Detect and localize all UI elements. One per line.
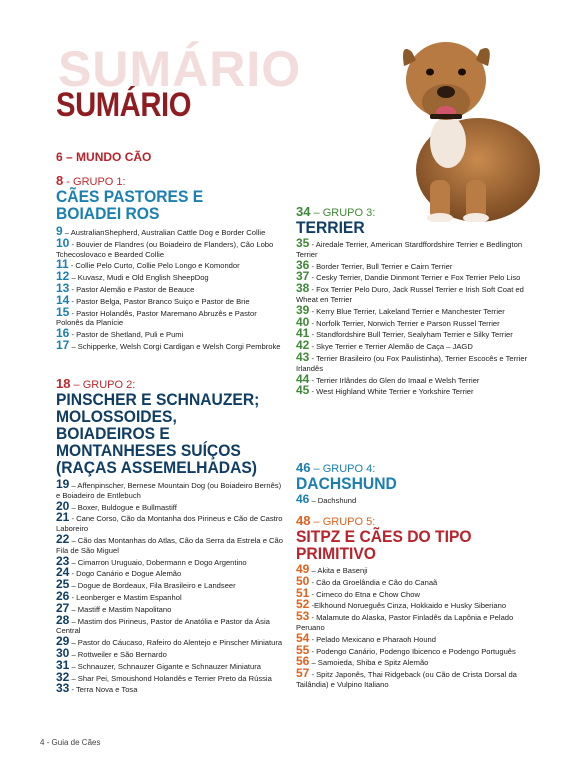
group-name-line: DACHSHUND <box>296 474 397 493</box>
page-number: 21 <box>56 510 70 525</box>
page-number: 20 <box>56 498 70 513</box>
entry-text: - Cane Corso, Cão da Montanha dos Pirineus e Cão de Castro Laboreiro <box>56 514 283 534</box>
list-item <box>56 531 284 556</box>
section-label: – MUNDO CÃO <box>62 150 152 164</box>
entry-text: - Cão da Groelândia e Cão do Canaã <box>309 577 438 587</box>
entry-text: - Terrier Irlândes do Glen do Imaal e Welsh Terrier <box>309 375 480 385</box>
page-number: 55 <box>296 642 310 657</box>
page-number: 19 <box>56 477 70 491</box>
list-item <box>296 656 532 668</box>
entry-text: - Pastor Belga, Pastor Branco Suiço e Pastor de Brie <box>69 296 250 306</box>
page-number: 8 <box>56 173 64 188</box>
list-item <box>296 573 532 588</box>
page-number: 9 <box>56 224 63 238</box>
group-name-line: MONTANHESES SUÍÇOS <box>56 441 241 460</box>
page-number: 40 <box>296 314 310 329</box>
page-number: 13 <box>56 280 70 295</box>
entry-text: – Mastim dos Pirineus, Pastor de Anatólia e Pastor da Ásia Central <box>56 616 270 636</box>
list-item <box>56 271 284 283</box>
entry-list <box>296 494 532 506</box>
list-item <box>56 567 284 579</box>
page-number: 41 <box>296 326 310 341</box>
section-grupo-3 <box>296 206 532 397</box>
page-number: 54 <box>296 630 310 645</box>
list-item <box>56 259 284 271</box>
entry-text: - Pastor Alemão e Pastor de Beauce <box>69 284 195 294</box>
entry-text: - Collie Pelo Curto, Collie Pelo Longo e Komondor <box>68 261 240 271</box>
entry-text: – Shar Pei, Smoushond Holandês e Terrier Preto da Rússia <box>69 673 272 683</box>
list-item <box>56 588 284 603</box>
list-item <box>296 494 532 506</box>
list-item <box>56 669 284 684</box>
page-number: 30 <box>56 645 70 660</box>
list-item <box>296 385 532 397</box>
list-item <box>56 280 284 295</box>
page-number: 25 <box>56 577 70 592</box>
entry-text: - Pastor de Shetland, Puli e Pumi <box>69 330 184 340</box>
entry-text: - Fox Terrier Pelo Duro, Jack Russel Terrier e Irish Soft Coat ed Wheat en Terrier <box>296 285 524 304</box>
list-item <box>296 371 532 386</box>
group-name-line: MOLOSSOIDES, <box>56 407 177 426</box>
entry-text: – Samoieda, Shiba e Spitz Alemão <box>309 658 429 668</box>
page-number: 45 <box>296 383 310 398</box>
page-number: 44 <box>296 371 310 386</box>
list-item <box>296 630 532 645</box>
list-item <box>56 636 284 648</box>
entry-text: - Skye Terrier e Terrier Alemão de Caça – JAGD <box>309 342 473 352</box>
entry-text: - Bouvier de Flandres (ou Boiadeiro de Flanders), Cão Lobo Tchecoslovaco e Bearded Collie <box>56 239 274 259</box>
entry-text: – Rottweiler e São Bernardo <box>69 649 167 659</box>
entry-list <box>296 564 532 690</box>
list-item <box>56 600 284 615</box>
list-item <box>296 328 532 340</box>
page-number: 43 <box>296 349 310 364</box>
entry-text: – Akita e Basenji <box>309 566 368 575</box>
page-number: 46 <box>296 460 311 475</box>
page-number: 37 <box>296 269 310 284</box>
entry-text: – Kuvasz, Mudi e Old English SheepDog <box>69 273 209 283</box>
group-name-line: SITPZ E CÃES DO TIPO <box>296 527 472 546</box>
list-item <box>56 235 284 260</box>
section-grupo-4 <box>296 462 532 506</box>
page-number: 11 <box>56 257 69 272</box>
list-item <box>56 683 284 695</box>
list-item <box>56 498 284 513</box>
entry-text: – Mastiff e Mastim Napolitano <box>69 604 172 614</box>
page-number: 56 <box>296 654 310 669</box>
group-name-line: BOIADEI ROS <box>56 204 160 223</box>
list-item <box>56 512 284 534</box>
page-number: 33 <box>56 681 70 696</box>
dog-illustration <box>370 30 560 222</box>
page-number: 39 <box>296 302 310 317</box>
entry-text: - Dogo Canário e Dogue Alemão <box>69 569 182 579</box>
list-item <box>56 657 284 672</box>
list-item <box>296 642 532 657</box>
list-item <box>56 304 284 329</box>
entry-text: - Leonberger e Mastim Espanhol <box>69 592 182 602</box>
page-number: 49 <box>296 562 310 576</box>
group-name-line: BOIADEIROS E <box>56 424 170 443</box>
entry-text: - Norfolk Terrier, Norwich Terrier e Parson Russel Terrier <box>309 318 500 328</box>
list-item <box>56 579 284 591</box>
entry-text: - Spitz Japonês, Thai Ridgeback (ou Cão de Crista Dorsal da Tailândia) e Vulpino Italiano <box>296 670 517 689</box>
entry-text: – Cão das Montanhas do Atlas, Cão da Serra da Estrela e Cão Fila de São Miguel <box>56 535 283 555</box>
entry-text: – Pastor do Cáucaso, Rafeiro do Alentejo e Pinscher Miniatura <box>69 638 283 648</box>
page-number: 14 <box>56 292 70 307</box>
page-number: 31 <box>56 657 70 672</box>
list-item <box>296 238 532 260</box>
entry-text: - Terra Nova e Tosa <box>69 685 138 695</box>
page-number: 12 <box>56 269 70 284</box>
group-label: – GRUPO 4: <box>310 463 376 475</box>
entry-text: – Cimarron Uruguaio, Dobermann e Dogo Argentino <box>69 557 247 567</box>
page-number: 10 <box>56 235 70 250</box>
page-number: 36 <box>296 257 310 272</box>
list-item <box>296 611 532 633</box>
list-item <box>56 328 284 340</box>
page-number: 29 <box>56 634 70 649</box>
group-label: - GRUPO 1: <box>63 176 126 188</box>
page-number: 6 <box>56 150 63 164</box>
group-name-line: (RAÇAS ASSEMELHADAS) <box>56 458 258 477</box>
list-item <box>56 479 284 501</box>
page-number: 18 <box>56 376 71 391</box>
entry-text: – Boxer, Buldogue e Bullmastiff <box>69 502 177 512</box>
entry-text: – Schnauzer, Schnauzer Gigante e Schnauzer Miniatura <box>69 661 262 671</box>
list-item <box>296 257 532 272</box>
list-item <box>296 271 532 283</box>
list-item <box>296 564 532 576</box>
group-label: – GRUPO 5: <box>310 516 376 528</box>
page-number: 32 <box>56 669 70 684</box>
page-number: 17 <box>56 337 70 352</box>
list-item <box>296 349 532 374</box>
list-item <box>296 340 532 352</box>
list-item <box>56 612 284 637</box>
page-number: 52 <box>296 597 310 612</box>
section-grupo-1 <box>56 175 284 352</box>
entry-text: - Pastor Holandês, Pastor Maremano Abruzês e Pastor Polonês da Planície <box>56 308 257 328</box>
section-mundo-cao <box>56 151 284 163</box>
section-grupo-2 <box>56 378 284 695</box>
list-item <box>296 599 532 611</box>
group-name-line: TERRIER <box>296 218 365 237</box>
page-number: 42 <box>296 338 310 353</box>
list-item <box>56 645 284 660</box>
entry-text: – Schipperke, Welsh Corgi Cardigan e Welsh Corgi Pembroke <box>69 341 281 351</box>
group-name-line: PRIMITIVO <box>296 544 376 563</box>
page-number: 38 <box>296 281 310 296</box>
page-number: 16 <box>56 326 70 341</box>
list-item <box>296 283 532 305</box>
section-grupo-5 <box>296 515 532 690</box>
group-name-line: CÃES PASTORES E <box>56 187 204 206</box>
list-item <box>296 314 532 329</box>
entry-text: – Dachshund <box>309 496 357 505</box>
list-item <box>56 553 284 568</box>
list-item <box>56 226 284 238</box>
entry-list <box>56 479 284 695</box>
page-number: 50 <box>296 573 310 588</box>
page-number: 26 <box>56 588 70 603</box>
entry-text: - Pelado Mexicano e Pharaoh Hound <box>309 634 437 644</box>
list-item <box>56 337 284 352</box>
entry-text: - Cirneco do Etna e Chow Chow <box>309 589 420 599</box>
page-number: 28 <box>56 612 70 627</box>
page-number: 57 <box>296 666 310 681</box>
group-label: – GRUPO 2: <box>70 379 136 391</box>
page-number: 34 <box>296 204 311 219</box>
entry-text: - Airedale Terrier, American Stardffordshire Terrier e Bedlington Terrier <box>296 240 523 259</box>
page-number: 51 <box>296 585 310 600</box>
page-number: 53 <box>296 609 310 624</box>
entry-text: - Kerry Blue Terrier, Lakeland Terrier e Manchester Terrier <box>309 306 505 316</box>
entry-list <box>56 226 284 352</box>
list-item <box>296 585 532 600</box>
entry-text: – AustralianShepherd, Australian Cattle Dog e Border Collie <box>62 228 266 237</box>
group-name-line: PINSCHER E SCHNAUZER; <box>56 390 260 409</box>
entry-text: - Border Terrier, Bull Terrier e Cairn Terrier <box>309 261 453 271</box>
list-item <box>296 302 532 317</box>
list-item <box>56 292 284 307</box>
ghost-title: SUMÁRIO <box>58 41 302 97</box>
entry-text: - Cesky Terrier, Dandie Dinmont Terrier e Fox Terrier Pelo Liso <box>309 273 521 283</box>
entry-text: – Dogue de Bordeaux, Fila Brasileiro e Landseer <box>69 581 236 591</box>
entry-text: – Affenpinscher, Bernese Mountain Dog (ou Boiadeiro Bernês) e Boiadeiro de Entlebuch <box>56 481 282 500</box>
group-label: – GRUPO 3: <box>310 207 376 219</box>
entry-text: -Elkhound Norueguês Cinza, Hokkaido e Husky Siberiano <box>309 601 507 611</box>
page-number: 35 <box>296 236 310 250</box>
list-item <box>296 668 532 690</box>
entry-text: - Malamute do Alaska, Pastor Finladês da Lapônia e Pelado Peruano <box>296 613 514 632</box>
page-number: 15 <box>56 304 70 319</box>
page-number: 23 <box>56 553 70 568</box>
page-number: 46 <box>296 492 310 506</box>
entry-text: - West Highland White Terrier e Yorkshire Terrier <box>309 387 474 397</box>
entry-text: - Standfordshire Bull Terrier, Sealyham Terrier e Silky Terrier <box>309 330 513 340</box>
page-title: SUMÁRIO <box>56 86 192 124</box>
page-number: 48 <box>296 513 311 528</box>
page-number: 24 <box>56 565 70 580</box>
page-number: 22 <box>56 531 70 546</box>
entry-list <box>296 238 532 397</box>
page-footer: 4 - Guia de Cães <box>40 738 101 747</box>
entry-text: - Podengo Canário, Podengo Ibicenco e Podengo Português <box>309 646 516 656</box>
entry-text: - Terrier Brasileiro (ou Fox Paulistinha), Terrier Escocês e Terrier Irlandês <box>296 353 528 373</box>
page-number: 27 <box>56 600 70 615</box>
